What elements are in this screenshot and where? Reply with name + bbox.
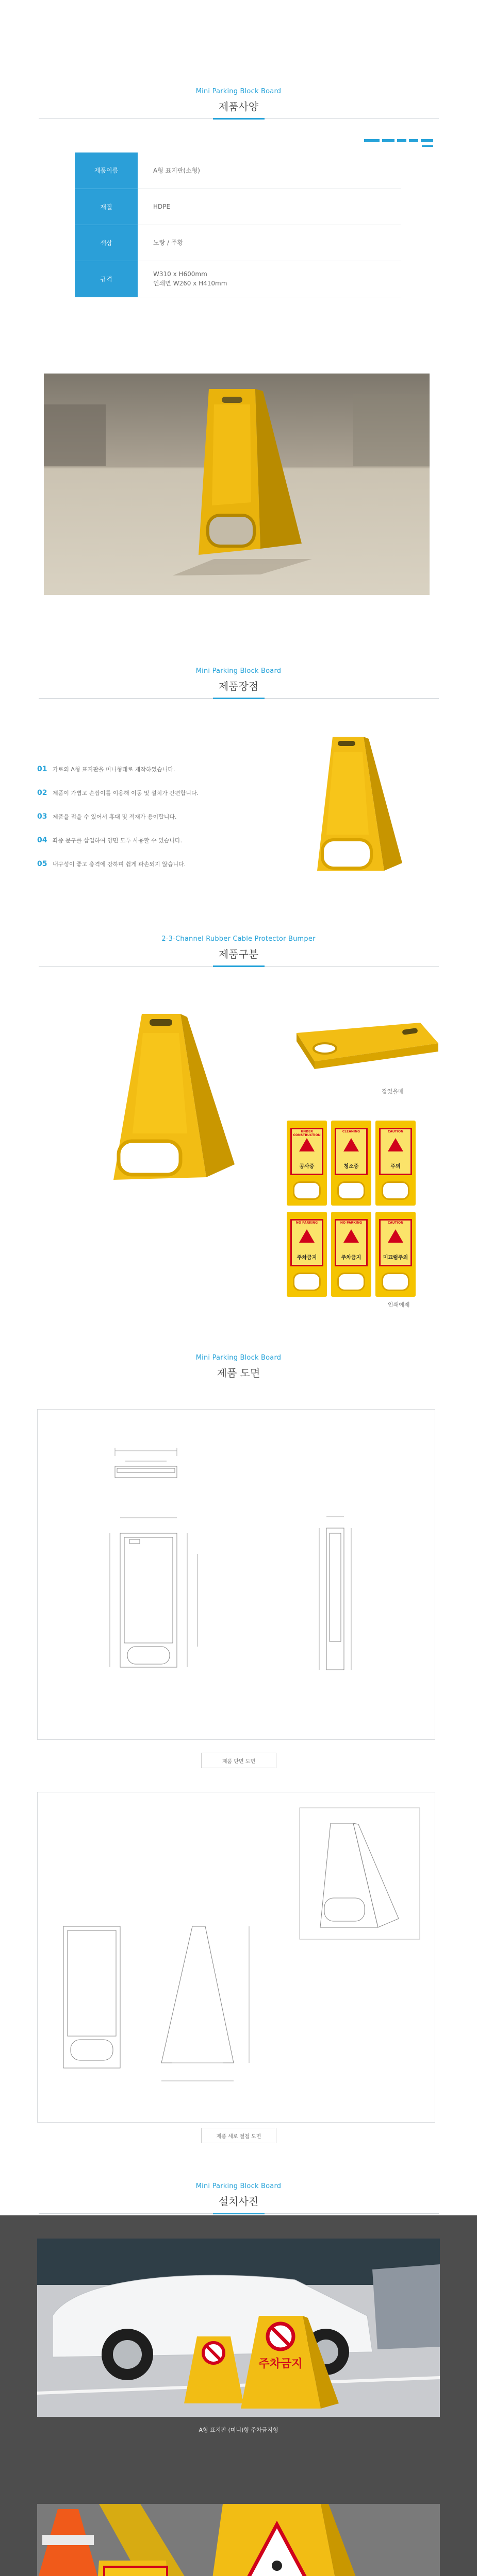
product-photo	[44, 374, 430, 595]
list-item	[37, 828, 199, 852]
spec-header	[0, 88, 477, 119]
feature-text: 좌종 문구를 삽입하여 양면 모두 사용할 수 있습니다.	[53, 837, 183, 844]
sign-example	[331, 1121, 371, 1206]
sign-handle	[337, 1273, 365, 1291]
features-header	[0, 667, 477, 699]
sign-sub: CAUTION	[387, 1130, 404, 1133]
drawing-caption-2: 제품 세로 절첩 도면	[201, 2128, 276, 2143]
sign-warning-icon	[388, 1229, 403, 1243]
drawing-frame-2	[37, 1792, 435, 2123]
spec-value: A형 표지판(소형)	[138, 152, 401, 189]
sign-example	[287, 1212, 327, 1297]
spec-key: 규격	[75, 261, 138, 297]
types-header	[0, 935, 477, 967]
install-section	[0, 2215, 477, 2576]
sign-sub: CLEANING	[342, 1130, 360, 1133]
spec-row	[75, 261, 401, 297]
folded-board-image	[281, 1012, 446, 1084]
feature-num: 02	[37, 789, 47, 797]
sign-example	[375, 1212, 416, 1297]
spec-print-size: 인쇄면 W260 x H410mm	[153, 280, 227, 287]
sign-warning-icon	[343, 1229, 359, 1243]
install-caption-1: A형 표지판 (미니)형 주차금지형	[199, 2427, 278, 2433]
install-sign-text-1: 주차금지	[258, 2358, 303, 2370]
types-en-title: 2-3-Channel Rubber Cable Protector Bumper	[161, 935, 316, 943]
list-item	[37, 805, 199, 828]
spec-value	[138, 261, 401, 297]
printed-label: 인쇄예제	[388, 1301, 410, 1308]
spec-size: W310 x H600mm	[153, 270, 207, 278]
sign-title: 청소중	[343, 1164, 359, 1170]
install-ko-title: 설치사진	[218, 2195, 259, 2208]
sign-sub: NO PARKING	[295, 1221, 318, 1225]
drawing-en-title: Mini Parking Block Board	[195, 1354, 282, 1362]
features-rule-accent	[213, 698, 265, 699]
install-rule-accent	[213, 2213, 265, 2214]
dash-decoration	[364, 139, 380, 142]
install-header	[0, 2182, 477, 2214]
list-item	[37, 781, 199, 805]
feature-num: 03	[37, 812, 47, 821]
install-photo-2-art	[37, 2504, 440, 2576]
sign-handle	[382, 1273, 409, 1291]
product-photo-art	[44, 374, 430, 595]
feature-board-image	[286, 732, 410, 881]
section-drawing	[38, 1410, 436, 1740]
feature-num: 04	[37, 836, 47, 844]
sign-title: 미끄럼주의	[383, 1255, 408, 1261]
sign-sub: UNDER CONSTRUCTION	[293, 1130, 321, 1137]
spec-key: 제품이름	[75, 152, 138, 189]
sign-grid	[287, 1121, 416, 1296]
feature-num: 05	[37, 860, 47, 868]
spec-table	[75, 152, 401, 297]
sign-handle	[293, 1181, 321, 1200]
features-rule	[39, 698, 439, 699]
sign-title: 주차금지	[341, 1255, 361, 1261]
drawing-frame-1	[37, 1409, 435, 1740]
features-ko-title: 제품장점	[218, 680, 259, 692]
drawing-ko-title: 제품 도면	[217, 1367, 260, 1379]
sign-title: 공사중	[299, 1164, 315, 1170]
sign-title: 주의	[390, 1164, 401, 1170]
feature-text: 내구성이 좋고 충격에 강하며 쉽게 파손되지 않습니다.	[53, 861, 186, 868]
sign-example	[331, 1212, 371, 1297]
folded-label: 접었을때	[382, 1088, 404, 1095]
drawing-caption-1: 제품 단면 도면	[201, 1753, 276, 1768]
install-en-title: Mini Parking Block Board	[195, 2182, 282, 2190]
sign-warning-icon	[343, 1138, 359, 1151]
features-en-title: Mini Parking Block Board	[195, 667, 282, 675]
spec-row	[75, 152, 401, 189]
sign-handle	[293, 1273, 321, 1291]
spec-rule	[39, 118, 439, 119]
dash-decoration	[409, 139, 418, 142]
sign-sub: NO PARKING	[340, 1221, 363, 1225]
sign-sub: CAUTION	[387, 1221, 404, 1225]
sign-warning-icon	[388, 1138, 403, 1151]
spec-rule-accent	[213, 118, 265, 120]
spec-value: 노랑 / 주황	[138, 225, 401, 261]
sign-example	[287, 1121, 327, 1206]
install-photo-1-art	[37, 2239, 440, 2417]
spec-value: HDPE	[138, 189, 401, 225]
feature-text: 가로의 A형 표지판을 미니형태로 제작하였습니다.	[53, 766, 175, 773]
fold-drawing	[38, 1792, 436, 2123]
types-board-image	[85, 1010, 240, 1185]
dash-decoration	[397, 139, 406, 142]
dash-decoration	[382, 139, 394, 142]
install-photo-1	[37, 2239, 440, 2417]
spec-row	[75, 225, 401, 261]
feature-text: 제품이 가볍고 손잡이를 이용해 이동 및 설치가 간편합니다.	[53, 790, 199, 796]
spec-key: 색상	[75, 225, 138, 261]
dash-decoration	[421, 139, 433, 142]
install-photo-2	[37, 2504, 440, 2576]
spec-ko-title: 제품사양	[218, 100, 259, 113]
spec-key: 재질	[75, 189, 138, 225]
feature-num: 01	[37, 765, 47, 773]
list-item	[37, 852, 199, 876]
sign-warning-icon	[299, 1138, 315, 1151]
list-item	[37, 757, 199, 781]
types-rule	[39, 966, 439, 967]
drawing-header	[0, 1354, 477, 1380]
dash-decoration	[422, 145, 433, 147]
spec-en-title: Mini Parking Block Board	[195, 88, 282, 95]
install-rule	[39, 2213, 439, 2214]
types-rule-accent	[213, 965, 265, 967]
sign-handle	[337, 1181, 365, 1200]
feature-text: 제품을 접을 수 있어서 휴대 및 적재가 용이합니다.	[53, 814, 177, 820]
sign-handle	[382, 1181, 409, 1200]
sign-title: 주차금지	[297, 1255, 317, 1261]
feature-list	[37, 757, 199, 876]
sign-example	[375, 1121, 416, 1206]
sign-warning-icon	[299, 1229, 315, 1243]
spec-row	[75, 189, 401, 225]
types-ko-title: 제품구분	[218, 948, 259, 960]
